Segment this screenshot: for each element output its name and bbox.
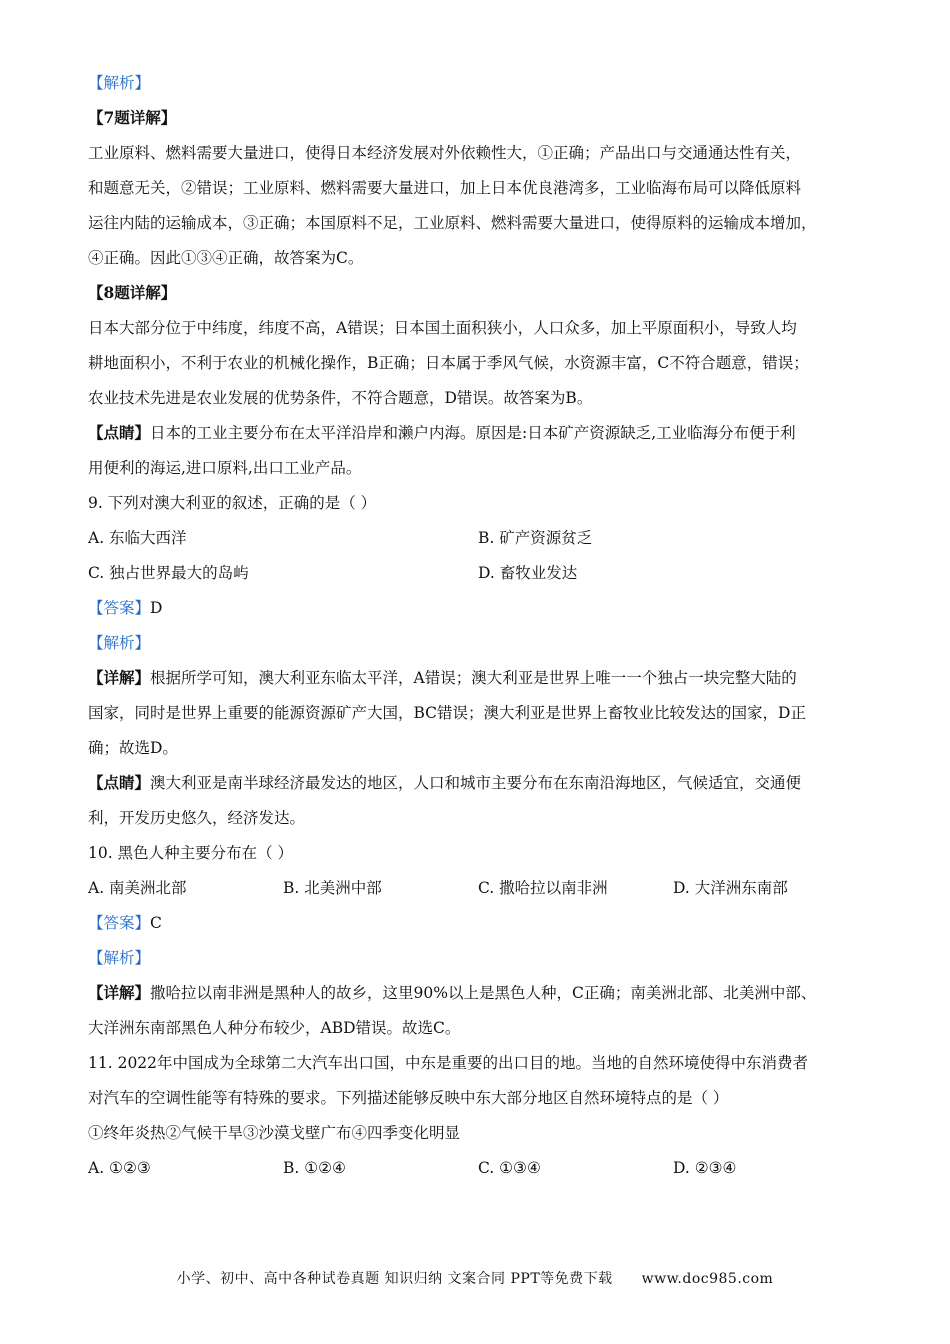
line-text: 日本的工业主要分布在太平洋沿岸和濑户内海。原因是:日本矿产资源缺乏,工业临海分布便于利 xyxy=(150,424,796,442)
footer-text: 小学、初中、高中各种试卷真题 知识归纳 文案合同 PPT等免费下载 xyxy=(176,1271,613,1287)
option-item: A. 南美洲北部 xyxy=(88,879,187,897)
option-item: D. ②③④ xyxy=(673,1159,737,1177)
labeled-line xyxy=(88,667,868,702)
options-row xyxy=(88,877,868,912)
option-item: D. 大洋洲东南部 xyxy=(673,879,788,897)
text-line: 大洋洲东南部黑色人种分布较少，ABD错误。故选C。 xyxy=(88,1019,461,1037)
section-tag: 【7题详解】 xyxy=(88,108,177,127)
answer-line xyxy=(88,597,868,632)
section-tag: 【解析】 xyxy=(88,634,151,652)
section-tag: 【解析】 xyxy=(88,74,151,92)
option-item: B. 北美洲中部 xyxy=(283,879,382,897)
text-line: 国家，同时是世界上重要的能源资源矿产大国，BC错误；澳大利亚是世界上畜牧业比较发达的国家，D正 xyxy=(88,704,806,722)
text-line: ①终年炎热②气候干旱③沙漠戈壁广布④四季变化明显 xyxy=(88,1124,461,1142)
line-text: 撒哈拉以南非洲是黑种人的故乡，这里90%以上是黑色人种，C正确；南美洲北部、北美洲中部、 xyxy=(150,984,817,1002)
text-line: 日本大部分位于中纬度，纬度不高，A错误；日本国土面积狭小，人口众多，加上平原面积小，导致人均 xyxy=(88,319,797,337)
line-label: 【详解】 xyxy=(88,668,151,687)
text-line: 和题意无关，②错误；工业原料、燃料需要大量进口，加上日本优良港湾多，工业临海布局可以降低原料 xyxy=(88,179,802,197)
text-line: 10. 黑色人种主要分布在（ ） xyxy=(88,844,294,862)
options-row xyxy=(88,1157,868,1192)
labeled-line xyxy=(88,772,868,807)
line-label: 【详解】 xyxy=(88,983,151,1002)
line-label: 【答案】 xyxy=(88,599,151,617)
document-body xyxy=(88,72,868,1192)
section-tag: 【解析】 xyxy=(88,949,151,967)
text-line: ④正确。因此①③④正确，故答案为C。 xyxy=(88,249,364,267)
text-line: 对汽车的空调性能等有特殊的要求。下列描述能够反映中东大部分地区自然环境特点的是（ ） xyxy=(88,1089,729,1107)
text-line: 利，开发历史悠久，经济发达。 xyxy=(88,809,306,827)
labeled-line xyxy=(88,982,868,1017)
option-item: A. 东临大西洋 xyxy=(88,529,187,547)
text-line: 耕地面积小，不利于农业的机械化操作，B正确；日本属于季风气候，水资源丰富，C不符合题意，错误； xyxy=(88,354,809,372)
option-item: C. 撒哈拉以南非洲 xyxy=(478,879,608,897)
text-line: 11. 2022年中国成为全球第二大汽车出口国，中东是重要的出口目的地。当地的自然环境使得中东消费者 xyxy=(88,1054,809,1072)
line-label: 【点睛】 xyxy=(88,773,151,792)
text-line: 9. 下列对澳大利亚的叙述，正确的是（ ） xyxy=(88,494,377,512)
text-line: 农业技术先进是农业发展的优势条件，不符合题意，D错误。故答案为B。 xyxy=(88,389,593,407)
line-label: 【点睛】 xyxy=(88,423,151,442)
option-item: D. 畜牧业发达 xyxy=(478,564,578,582)
section-tag: 【8题详解】 xyxy=(88,283,177,302)
text-line: 用便利的海运,进口原料,出口工业产品。 xyxy=(88,459,362,477)
footer-url[interactable]: www.doc985.com xyxy=(641,1271,774,1287)
line-text: 澳大利亚是南半球经济最发达的地区，人口和城市主要分布在东南沿海地区，气候适宜，交通便 xyxy=(150,774,802,792)
line-label: 【答案】 xyxy=(88,914,151,932)
option-item: B. 矿产资源贫乏 xyxy=(478,529,593,547)
line-text: D xyxy=(150,599,163,617)
answer-line xyxy=(88,912,868,947)
option-item: A. ①②③ xyxy=(88,1159,151,1177)
line-text: C xyxy=(150,914,162,932)
text-line: 确；故选D。 xyxy=(88,739,178,757)
options-row xyxy=(88,562,868,597)
option-item: B. ①②④ xyxy=(283,1159,346,1177)
option-item: C. ①③④ xyxy=(478,1159,541,1177)
page-footer xyxy=(0,1268,950,1288)
line-text: 根据所学可知，澳大利亚东临太平洋，A错误；澳大利亚是世界上唯一一个独占一块完整大陆的 xyxy=(150,669,797,687)
text-line: 工业原料、燃料需要大量进口，使得日本经济发展对外依赖性大，①正确；产品出口与交通通达性有关， xyxy=(88,144,802,162)
text-line: 运往内陆的运输成本，③正确；本国原料不足，工业原料、燃料需要大量进口，使得原料的运输成本增加， xyxy=(88,214,817,232)
option-item: C. 独占世界最大的岛屿 xyxy=(88,564,249,582)
options-row xyxy=(88,527,868,562)
labeled-line xyxy=(88,422,868,457)
